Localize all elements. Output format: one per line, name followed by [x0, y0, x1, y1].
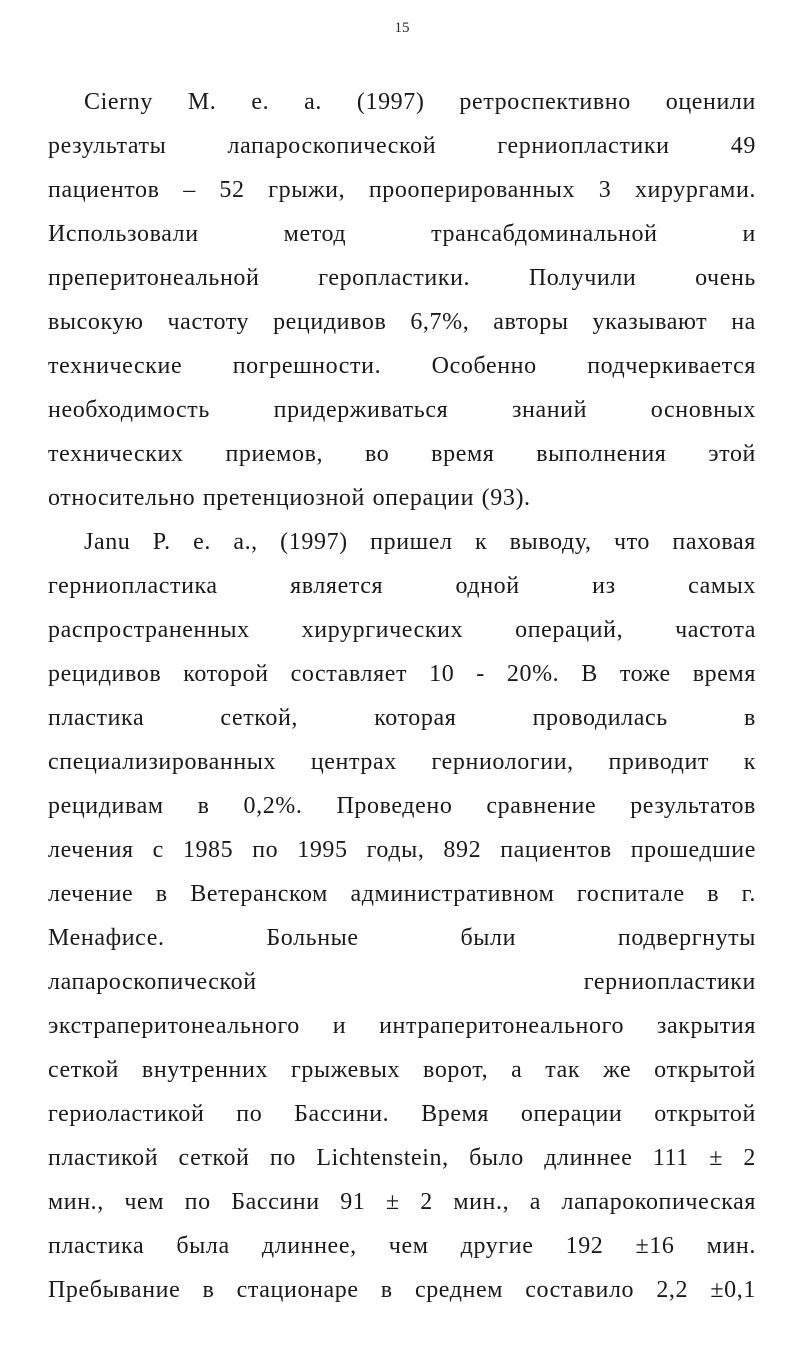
- word: 2,2: [656, 1277, 689, 1303]
- word: 892: [443, 837, 482, 863]
- word: герниопластики: [583, 969, 756, 995]
- text-line: [48, 696, 756, 740]
- word: Бассини: [231, 1189, 320, 1215]
- word: а: [529, 1189, 541, 1215]
- word: и: [742, 221, 756, 247]
- word: 49: [730, 133, 756, 159]
- word: 10: [429, 661, 455, 687]
- text-line: [48, 564, 756, 608]
- word: выводу,: [509, 529, 592, 555]
- word: (93).: [481, 485, 531, 511]
- word: Менафисе.: [48, 925, 165, 951]
- word: ±0,1: [710, 1277, 756, 1303]
- word: выполнения: [536, 441, 667, 467]
- word: рецидивов: [273, 309, 387, 335]
- word: по: [236, 1101, 263, 1127]
- word: ±16: [635, 1233, 675, 1259]
- word: в: [202, 1277, 215, 1303]
- word: лапароскопической: [227, 133, 437, 159]
- word: технические: [48, 353, 183, 379]
- word: Проведено: [336, 793, 453, 819]
- word: операции: [520, 1101, 623, 1127]
- word: Больные: [266, 925, 359, 951]
- text-line: [48, 916, 756, 960]
- text-line: [48, 432, 756, 476]
- word: Время: [421, 1101, 489, 1127]
- word: прооперированных: [368, 177, 576, 203]
- word: к: [743, 749, 756, 775]
- word: было: [469, 1145, 524, 1171]
- word: 2: [743, 1145, 756, 1171]
- word: очень: [695, 265, 756, 291]
- word: пластикой: [48, 1145, 159, 1171]
- word: составляет: [290, 661, 408, 687]
- word: другие: [460, 1233, 534, 1259]
- word: сравнение: [486, 793, 597, 819]
- word: длиннее,: [261, 1233, 357, 1259]
- word: оценили: [665, 89, 756, 115]
- word: составило: [525, 1277, 635, 1303]
- text-line: [48, 1224, 756, 1268]
- word: были: [460, 925, 517, 951]
- word: из: [592, 573, 616, 599]
- word: распространенных: [48, 617, 250, 643]
- word: во: [364, 441, 390, 467]
- text-line: [48, 1180, 756, 1224]
- word: паховая: [672, 529, 756, 555]
- word: ворот,: [423, 1057, 489, 1083]
- word: -: [476, 661, 485, 687]
- word: пластика: [48, 705, 145, 731]
- text-line: [48, 256, 756, 300]
- text-line: [48, 1268, 756, 1312]
- word: рецидивов: [48, 661, 162, 687]
- text-line: [48, 872, 756, 916]
- word: время: [431, 441, 495, 467]
- word: Использовали: [48, 221, 199, 247]
- word: к: [474, 529, 488, 555]
- word: 2: [420, 1189, 433, 1215]
- word: герниопластика: [48, 573, 218, 599]
- word: Cierny: [84, 89, 153, 115]
- word: трансабдоминальной: [431, 221, 658, 247]
- word: прошедшие: [630, 837, 756, 863]
- word: открытой: [654, 1101, 756, 1127]
- word: годы,: [366, 837, 425, 863]
- word: что: [613, 529, 650, 555]
- word: преперитонеальной: [48, 265, 260, 291]
- word: гериоластикой: [48, 1101, 205, 1127]
- word: хирургических: [301, 617, 464, 643]
- word: подвергнуты: [617, 925, 756, 951]
- word: –: [183, 177, 196, 203]
- word: г.: [741, 881, 756, 907]
- text-line: [48, 1136, 756, 1180]
- text-line: [48, 168, 756, 212]
- word: операций,: [515, 617, 624, 643]
- word: и: [332, 1013, 347, 1039]
- word: в: [197, 793, 210, 819]
- word: закрытия: [656, 1013, 756, 1039]
- text-line: [48, 212, 756, 256]
- word: основных: [650, 397, 756, 423]
- word: в: [744, 705, 756, 731]
- word: (1997): [280, 529, 348, 555]
- word: погрешности.: [232, 353, 382, 379]
- word: технических: [48, 441, 184, 467]
- word: время: [692, 661, 756, 687]
- word: пришел: [370, 529, 453, 555]
- text-line: [48, 80, 756, 124]
- word: интраперитонеального: [379, 1013, 625, 1039]
- word: В: [581, 661, 598, 687]
- word: Ветеранском: [190, 881, 328, 907]
- paragraph-2: [48, 520, 756, 1312]
- word: лечения: [48, 837, 134, 863]
- word: 52: [219, 177, 245, 203]
- word: герниологии,: [431, 749, 574, 775]
- word: e.: [251, 89, 270, 115]
- word: сеткой,: [220, 705, 298, 731]
- word: которая: [374, 705, 457, 731]
- paragraph-1: [48, 80, 756, 520]
- word: указывают: [592, 309, 708, 335]
- word: среднем: [414, 1277, 504, 1303]
- word: лапарокопическая: [561, 1189, 756, 1215]
- word: Lichtenstein,: [316, 1145, 449, 1171]
- word: специализированных: [48, 749, 277, 775]
- word: лечение: [48, 881, 134, 907]
- text-line: [48, 784, 756, 828]
- text-line: [48, 1048, 756, 1092]
- word: пластика: [48, 1233, 145, 1259]
- word: 91: [340, 1189, 366, 1215]
- word: мин.,: [453, 1189, 510, 1215]
- word: центрах: [310, 749, 397, 775]
- word: 1985: [182, 837, 234, 863]
- text-line: [48, 960, 756, 1004]
- word: была: [176, 1233, 230, 1259]
- word: в: [707, 881, 720, 907]
- word: a.: [304, 89, 322, 115]
- word: самых: [688, 573, 756, 599]
- word: так: [545, 1057, 581, 1083]
- word: метод: [283, 221, 347, 247]
- word: лапароскопической: [48, 969, 257, 995]
- word: 111: [652, 1145, 689, 1171]
- word: хирургами.: [634, 177, 756, 203]
- word: госпитале: [576, 881, 685, 907]
- text-line: [48, 344, 756, 388]
- word: Особенно: [431, 353, 537, 379]
- word: a.,: [233, 529, 258, 555]
- word: пациентов: [48, 177, 160, 203]
- word: P.: [152, 529, 171, 555]
- word: мин.,: [48, 1189, 104, 1215]
- page-number: 15: [394, 20, 410, 36]
- word: подчеркивается: [587, 353, 756, 379]
- word: результаты: [48, 133, 167, 159]
- word: рецидивам: [48, 793, 164, 819]
- word: с: [152, 837, 164, 863]
- text-line: [48, 608, 756, 652]
- word: относительно: [48, 485, 196, 511]
- word: операции: [372, 485, 475, 511]
- word: претенциозной: [202, 485, 365, 511]
- text-line: [48, 520, 756, 564]
- word: грыжевых: [290, 1057, 401, 1083]
- word: одной: [455, 573, 520, 599]
- word: герниопластики: [497, 133, 670, 159]
- word: пациентов: [500, 837, 612, 863]
- word: частота: [675, 617, 756, 643]
- word: частоту: [167, 309, 250, 335]
- word: сеткой: [178, 1145, 250, 1171]
- word: ретроспективно: [459, 89, 631, 115]
- word: Получили: [528, 265, 637, 291]
- word: знаний: [511, 397, 588, 423]
- word: экстраперитонеального: [48, 1013, 300, 1039]
- word: необходимость: [48, 397, 210, 423]
- word: сеткой: [48, 1057, 119, 1083]
- word: на: [731, 309, 756, 335]
- word: (1997): [356, 89, 425, 115]
- text-line: [48, 476, 756, 520]
- word: этой: [708, 441, 756, 467]
- word: M.: [187, 89, 217, 115]
- word: 3: [598, 177, 612, 203]
- word: а: [511, 1057, 523, 1083]
- word: Бассини.: [294, 1101, 390, 1127]
- word: по: [269, 1145, 296, 1171]
- word: 0,2%.: [243, 793, 303, 819]
- word: результатов: [630, 793, 756, 819]
- word: ±: [709, 1145, 724, 1171]
- word: 6,7%,: [410, 309, 470, 335]
- word: чем: [124, 1189, 165, 1215]
- word: грыжи,: [268, 177, 346, 203]
- word: в: [155, 881, 168, 907]
- word: которой: [183, 661, 269, 687]
- word: 20%.: [506, 661, 560, 687]
- word: по: [184, 1189, 211, 1215]
- word: по: [252, 837, 279, 863]
- text-line: [48, 300, 756, 344]
- text-line: [48, 828, 756, 872]
- word: 192: [565, 1233, 604, 1259]
- word: 1995: [297, 837, 348, 863]
- word: является: [290, 573, 384, 599]
- text-line: [48, 1004, 756, 1048]
- word: длиннее: [544, 1145, 633, 1171]
- word: ±: [385, 1189, 400, 1215]
- word: приемов,: [225, 441, 324, 467]
- text-line: [48, 1092, 756, 1136]
- word: мин.: [706, 1233, 756, 1259]
- word: Пребывание: [48, 1277, 181, 1303]
- word: Janu: [84, 529, 131, 555]
- word: придерживаться: [273, 397, 449, 423]
- text-line: [48, 652, 756, 696]
- word: в: [380, 1277, 393, 1303]
- word: административном: [350, 881, 555, 907]
- word: открытой: [654, 1057, 756, 1083]
- word: внутренних: [141, 1057, 269, 1083]
- word: чем: [388, 1233, 429, 1259]
- text-line: [48, 124, 756, 168]
- word: стационаре: [236, 1277, 359, 1303]
- text-line: [48, 388, 756, 432]
- word: геропластики.: [318, 265, 471, 291]
- word: же: [603, 1057, 632, 1083]
- word: e.: [193, 529, 211, 555]
- text-line: [48, 740, 756, 784]
- document-body: [48, 80, 756, 1312]
- word: проводилась: [532, 705, 668, 731]
- word: авторы: [493, 309, 569, 335]
- word: высокую: [48, 309, 144, 335]
- word: приводит: [608, 749, 709, 775]
- word: тоже: [619, 661, 671, 687]
